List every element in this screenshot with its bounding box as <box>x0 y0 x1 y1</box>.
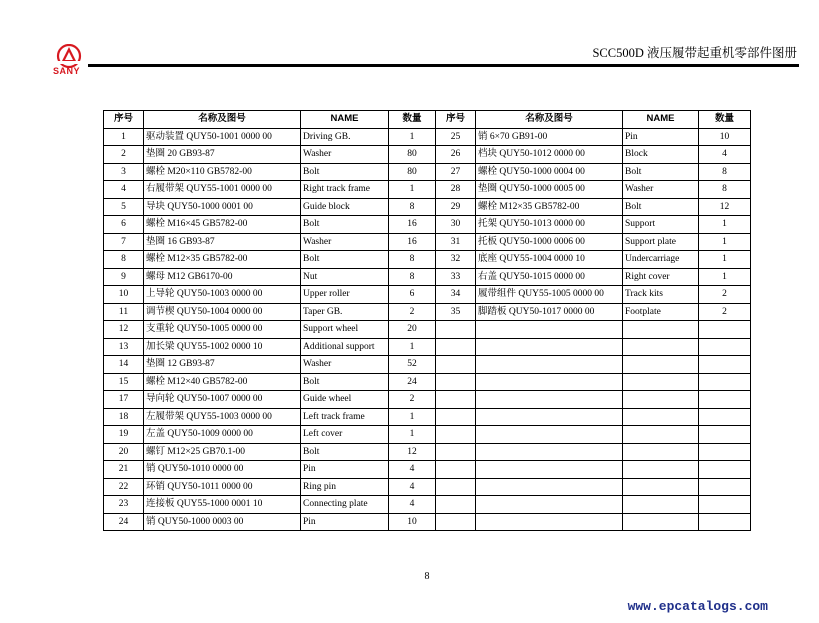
cell-qty: 8 <box>699 181 751 199</box>
cell-index: 14 <box>104 356 144 374</box>
cell-name-en: Bolt <box>301 251 389 269</box>
cell-qty <box>699 461 751 479</box>
cell-name-en: Nut <box>301 268 389 286</box>
cell-index: 9 <box>104 268 144 286</box>
cell-name-drawing: 右履带架 QUY55-1001 0000 00 <box>144 181 301 199</box>
cell-qty: 4 <box>699 146 751 164</box>
cell-name-en <box>623 513 699 531</box>
table-row <box>104 408 751 426</box>
cell-name-drawing <box>476 478 623 496</box>
cell-qty: 1 <box>699 233 751 251</box>
cell-qty: 16 <box>389 233 436 251</box>
cell-name-drawing: 导块 QUY50-1000 0001 00 <box>144 198 301 216</box>
table-row <box>104 198 751 216</box>
cell-name-drawing: 脚踏板 QUY50-1017 0000 00 <box>476 303 623 321</box>
cell-qty: 80 <box>389 146 436 164</box>
cell-name-en: Footplate <box>623 303 699 321</box>
cell-qty <box>699 321 751 339</box>
cell-index: 29 <box>436 198 476 216</box>
table-row <box>104 426 751 444</box>
cell-name-drawing: 垫圈 12 GB93-87 <box>144 356 301 374</box>
cell-index: 15 <box>104 373 144 391</box>
cell-name-drawing: 上导轮 QUY50-1003 0000 00 <box>144 286 301 304</box>
cell-name-en: Bolt <box>301 373 389 391</box>
table-row <box>104 478 751 496</box>
cell-index <box>436 426 476 444</box>
cell-name-drawing <box>476 496 623 514</box>
cell-qty: 8 <box>389 268 436 286</box>
watermark-text: www.epcatalogs.com <box>627 599 768 614</box>
cell-qty: 12 <box>699 198 751 216</box>
cell-index: 6 <box>104 216 144 234</box>
cell-name-en: Track kits <box>623 286 699 304</box>
cell-name-drawing: 销 QUY50-1010 0000 00 <box>144 461 301 479</box>
cell-index <box>436 461 476 479</box>
cell-index <box>436 496 476 514</box>
cell-index: 32 <box>436 251 476 269</box>
cell-qty <box>699 356 751 374</box>
cell-index <box>436 391 476 409</box>
cell-index: 25 <box>436 128 476 146</box>
cell-name-drawing: 螺栓 M12×40 GB5782-00 <box>144 373 301 391</box>
cell-index <box>436 373 476 391</box>
cell-qty: 8 <box>699 163 751 181</box>
cell-qty <box>699 426 751 444</box>
col-header-name-drawing: 名称及图号 <box>144 111 301 129</box>
cell-qty: 6 <box>389 286 436 304</box>
cell-index: 12 <box>104 321 144 339</box>
cell-index: 7 <box>104 233 144 251</box>
cell-index: 21 <box>104 461 144 479</box>
cell-qty <box>699 478 751 496</box>
cell-name-drawing <box>476 443 623 461</box>
cell-qty: 2 <box>389 303 436 321</box>
cell-name-en: Pin <box>623 128 699 146</box>
page-number: 8 <box>424 571 430 582</box>
cell-index: 26 <box>436 146 476 164</box>
table-row <box>104 233 751 251</box>
cell-name-en: Guide block <box>301 198 389 216</box>
table-row <box>104 513 751 531</box>
cell-qty: 1 <box>389 408 436 426</box>
cell-qty: 2 <box>699 286 751 304</box>
table-row <box>104 443 751 461</box>
cell-qty: 1 <box>389 426 436 444</box>
cell-name-drawing <box>476 356 623 374</box>
cell-qty: 4 <box>389 478 436 496</box>
cell-qty: 4 <box>389 461 436 479</box>
cell-qty <box>699 408 751 426</box>
cell-name-drawing <box>476 513 623 531</box>
cell-index: 24 <box>104 513 144 531</box>
cell-name-drawing: 支重轮 QUY50-1005 0000 00 <box>144 321 301 339</box>
cell-name-drawing <box>476 461 623 479</box>
cell-index: 23 <box>104 496 144 514</box>
cell-name-drawing <box>476 408 623 426</box>
cell-name-en: Connecting plate <box>301 496 389 514</box>
cell-name-en <box>623 426 699 444</box>
table-header-row <box>104 111 751 129</box>
cell-name-en: Support <box>623 216 699 234</box>
table-row <box>104 391 751 409</box>
cell-qty: 24 <box>389 373 436 391</box>
cell-name-en: Ring pin <box>301 478 389 496</box>
cell-qty: 1 <box>699 216 751 234</box>
cell-name-en <box>623 338 699 356</box>
col-header-name-en: NAME <box>301 111 389 129</box>
cell-index: 8 <box>104 251 144 269</box>
cell-index <box>436 478 476 496</box>
cell-name-en: Bolt <box>301 443 389 461</box>
cell-name-en: Support plate <box>623 233 699 251</box>
cell-name-en: Upper roller <box>301 286 389 304</box>
table-row <box>104 128 751 146</box>
cell-name-en: Washer <box>301 146 389 164</box>
cell-name-en <box>623 496 699 514</box>
cell-index <box>436 443 476 461</box>
cell-name-drawing: 左履带架 QUY55-1003 0000 00 <box>144 408 301 426</box>
col-header-qty: 数量 <box>699 111 751 129</box>
cell-qty: 80 <box>389 163 436 181</box>
cell-name-drawing: 托架 QUY50-1013 0000 00 <box>476 216 623 234</box>
cell-name-drawing: 底座 QUY55-1004 0000 10 <box>476 251 623 269</box>
cell-name-drawing <box>476 338 623 356</box>
cell-name-en: Washer <box>301 356 389 374</box>
cell-qty: 8 <box>389 251 436 269</box>
cell-name-en: Right track frame <box>301 181 389 199</box>
cell-qty: 1 <box>389 128 436 146</box>
table-row <box>104 163 751 181</box>
cell-qty: 12 <box>389 443 436 461</box>
cell-index: 19 <box>104 426 144 444</box>
cell-index: 30 <box>436 216 476 234</box>
cell-name-en <box>623 408 699 426</box>
col-header-qty: 数量 <box>389 111 436 129</box>
cell-name-drawing: 环销 QUY50-1011 0000 00 <box>144 478 301 496</box>
cell-qty <box>699 391 751 409</box>
cell-qty: 1 <box>389 181 436 199</box>
cell-qty: 52 <box>389 356 436 374</box>
cell-qty: 4 <box>389 496 436 514</box>
cell-name-drawing: 垫圈 20 GB93-87 <box>144 146 301 164</box>
parts-table <box>103 110 751 531</box>
cell-name-en: Bolt <box>301 216 389 234</box>
table-row <box>104 181 751 199</box>
cell-name-drawing <box>476 321 623 339</box>
cell-name-drawing: 履带组件 QUY55-1005 0000 00 <box>476 286 623 304</box>
cell-name-en <box>623 478 699 496</box>
cell-index: 4 <box>104 181 144 199</box>
cell-index: 1 <box>104 128 144 146</box>
cell-index: 34 <box>436 286 476 304</box>
cell-name-en: Guide wheel <box>301 391 389 409</box>
cell-qty: 2 <box>699 303 751 321</box>
cell-name-en <box>623 443 699 461</box>
table-row <box>104 356 751 374</box>
cell-qty <box>699 496 751 514</box>
cell-index: 18 <box>104 408 144 426</box>
cell-index <box>436 321 476 339</box>
cell-name-drawing: 加长梁 QUY55-1002 0000 10 <box>144 338 301 356</box>
brand-name: SANY <box>53 66 81 76</box>
cell-name-drawing: 左盖 QUY50-1009 0000 00 <box>144 426 301 444</box>
cell-qty <box>699 513 751 531</box>
table-row <box>104 373 751 391</box>
cell-name-drawing: 螺钉 M12×25 GB70.1-00 <box>144 443 301 461</box>
header-rule <box>88 64 799 67</box>
cell-index: 20 <box>104 443 144 461</box>
cell-name-drawing: 连接板 QUY55-1000 0001 10 <box>144 496 301 514</box>
cell-name-en: Pin <box>301 461 389 479</box>
cell-index: 13 <box>104 338 144 356</box>
cell-qty: 10 <box>699 128 751 146</box>
cell-qty: 10 <box>389 513 436 531</box>
document-title: SCC500D 液压履带起重机零部件图册 <box>592 46 797 60</box>
cell-qty: 2 <box>389 391 436 409</box>
cell-qty <box>699 338 751 356</box>
table-row <box>104 216 751 234</box>
table-row <box>104 268 751 286</box>
cell-qty <box>699 443 751 461</box>
cell-index <box>436 513 476 531</box>
cell-name-en: Support wheel <box>301 321 389 339</box>
cell-qty <box>699 373 751 391</box>
table-row <box>104 461 751 479</box>
cell-name-en <box>623 321 699 339</box>
cell-index <box>436 408 476 426</box>
cell-name-drawing: 螺栓 M16×45 GB5782-00 <box>144 216 301 234</box>
cell-name-en: Taper GB. <box>301 303 389 321</box>
cell-name-en <box>623 356 699 374</box>
cell-name-en: Additional support <box>301 338 389 356</box>
cell-name-en: Bolt <box>623 163 699 181</box>
table-row <box>104 251 751 269</box>
table-row <box>104 303 751 321</box>
cell-index: 33 <box>436 268 476 286</box>
cell-name-en: Undercarriage <box>623 251 699 269</box>
cell-name-drawing: 托板 QUY50-1000 0006 00 <box>476 233 623 251</box>
cell-name-en: Washer <box>623 181 699 199</box>
cell-index: 35 <box>436 303 476 321</box>
cell-index <box>436 338 476 356</box>
cell-name-en <box>623 373 699 391</box>
col-header-index: 序号 <box>104 111 144 129</box>
cell-qty: 8 <box>389 198 436 216</box>
cell-name-drawing <box>476 391 623 409</box>
cell-index: 10 <box>104 286 144 304</box>
cell-index: 3 <box>104 163 144 181</box>
cell-name-en: Block <box>623 146 699 164</box>
cell-name-en: Driving GB. <box>301 128 389 146</box>
cell-name-drawing: 驱动装置 QUY50-1001 0000 00 <box>144 128 301 146</box>
cell-name-drawing: 垫圈 QUY50-1000 0005 00 <box>476 181 623 199</box>
cell-name-drawing: 导向轮 QUY50-1007 0000 00 <box>144 391 301 409</box>
cell-name-drawing: 垫圈 16 GB93-87 <box>144 233 301 251</box>
cell-name-drawing <box>476 373 623 391</box>
cell-name-drawing: 销 6×70 GB91-00 <box>476 128 623 146</box>
cell-name-drawing: 右盖 QUY50-1015 0000 00 <box>476 268 623 286</box>
table-row <box>104 286 751 304</box>
cell-name-en: Bolt <box>301 163 389 181</box>
cell-name-drawing: 销 QUY50-1000 0003 00 <box>144 513 301 531</box>
cell-name-en: Left cover <box>301 426 389 444</box>
cell-index: 5 <box>104 198 144 216</box>
cell-name-drawing: 螺栓 M12×35 GB5782-00 <box>144 251 301 269</box>
table-row <box>104 146 751 164</box>
table-row <box>104 338 751 356</box>
cell-index: 28 <box>436 181 476 199</box>
cell-name-drawing: 螺栓 QUY50-1000 0004 00 <box>476 163 623 181</box>
cell-qty: 20 <box>389 321 436 339</box>
col-header-index: 序号 <box>436 111 476 129</box>
cell-name-drawing: 档块 QUY50-1012 0000 00 <box>476 146 623 164</box>
cell-name-en: Pin <box>301 513 389 531</box>
cell-name-drawing: 螺母 M12 GB6170-00 <box>144 268 301 286</box>
cell-index: 31 <box>436 233 476 251</box>
cell-index <box>436 356 476 374</box>
cell-name-en <box>623 461 699 479</box>
table-row <box>104 496 751 514</box>
cell-name-en: Right cover <box>623 268 699 286</box>
cell-name-drawing <box>476 426 623 444</box>
cell-index: 22 <box>104 478 144 496</box>
col-header-name-en: NAME <box>623 111 699 129</box>
cell-name-drawing: 调节楔 QUY50-1004 0000 00 <box>144 303 301 321</box>
cell-qty: 16 <box>389 216 436 234</box>
cell-name-en: Washer <box>301 233 389 251</box>
cell-name-drawing: 螺栓 M20×110 GB5782-00 <box>144 163 301 181</box>
cell-qty: 1 <box>699 251 751 269</box>
cell-name-drawing: 螺栓 M12×35 GB5782-00 <box>476 198 623 216</box>
cell-qty: 1 <box>699 268 751 286</box>
col-header-name-drawing: 名称及图号 <box>476 111 623 129</box>
cell-name-en: Left track frame <box>301 408 389 426</box>
cell-name-en <box>623 391 699 409</box>
cell-index: 2 <box>104 146 144 164</box>
cell-qty: 1 <box>389 338 436 356</box>
cell-name-en: Bolt <box>623 198 699 216</box>
cell-index: 11 <box>104 303 144 321</box>
cell-index: 17 <box>104 391 144 409</box>
cell-index: 27 <box>436 163 476 181</box>
table-row <box>104 321 751 339</box>
